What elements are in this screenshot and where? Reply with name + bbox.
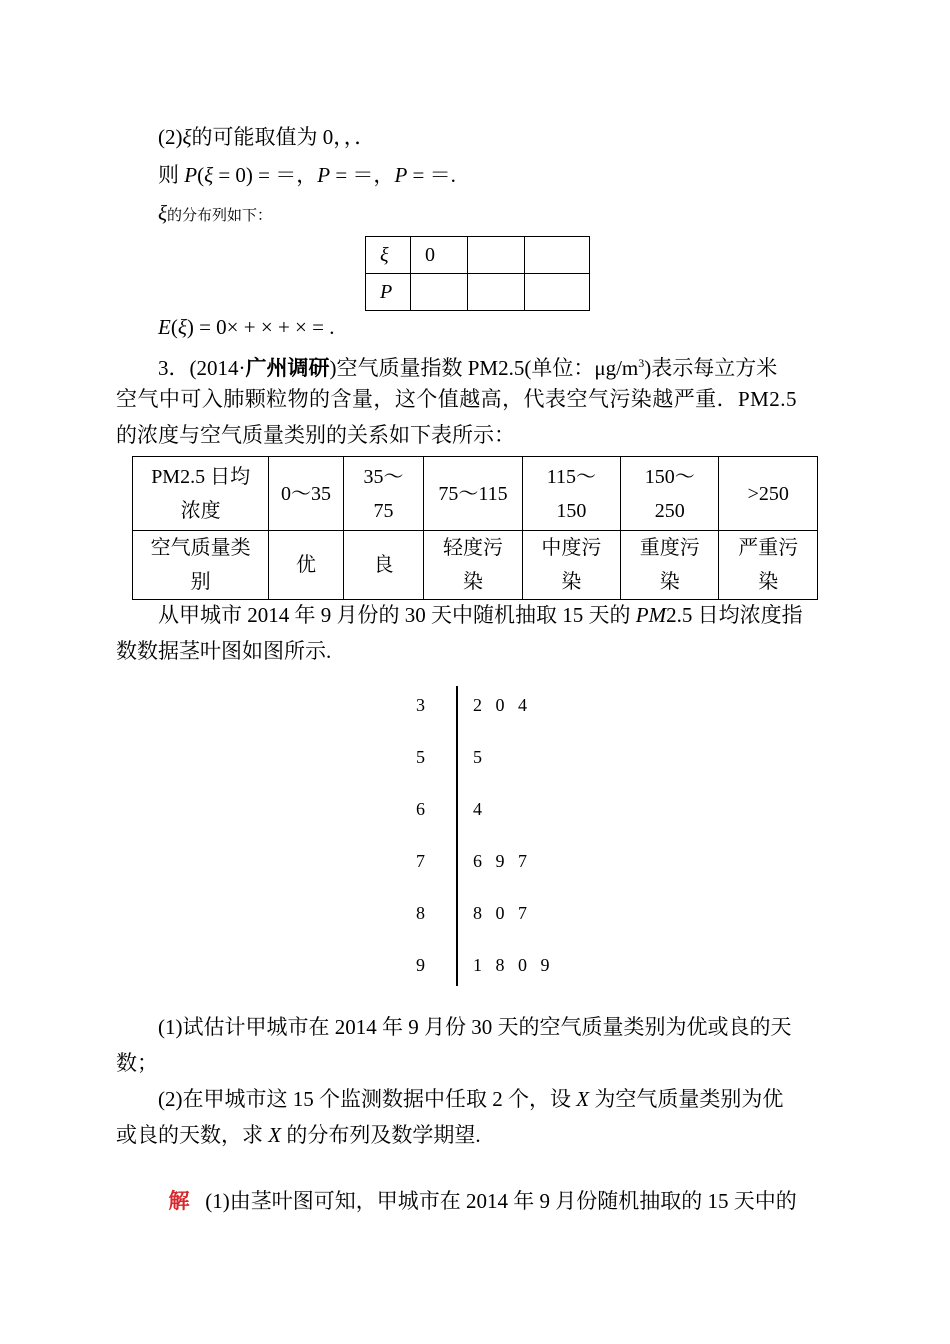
question2-line1 <box>158 1084 783 1114</box>
problem3-line3: 的浓度与空气质量类别的关系如下表所示： <box>116 423 515 447</box>
leaves: 2 0 4 <box>473 695 527 715</box>
text: 轻度污 <box>442 537 503 559</box>
table-cell: 75～115 <box>424 457 522 531</box>
p-symbol: P <box>394 163 408 187</box>
table-cell <box>133 531 269 600</box>
p-symbol: P <box>380 280 393 303</box>
table-cell <box>468 274 525 311</box>
distribution-table <box>365 236 590 311</box>
text: 的分布列如下： <box>167 208 273 224</box>
question2-line2 <box>116 1120 481 1150</box>
solution-label: 解 <box>168 1189 190 1213</box>
text: 75 <box>373 499 394 522</box>
table-cell <box>621 531 719 600</box>
problem3-line1 <box>158 348 777 383</box>
table-row <box>133 457 818 531</box>
xi-symbol: ξ <box>158 201 167 225</box>
text: 别 <box>190 571 211 593</box>
table-cell <box>719 531 818 600</box>
text: 150 <box>556 499 587 522</box>
text: 2.5 日均浓度指 <box>666 603 803 627</box>
xi-symbol: ξ <box>380 243 389 266</box>
text: 或良的天数，求 <box>116 1123 269 1147</box>
text: ( <box>197 163 205 187</box>
text: = 0) = ＝， <box>213 163 318 187</box>
question1-line2: 数； <box>116 1051 158 1075</box>
text: ( <box>170 315 178 339</box>
table-cell <box>366 237 411 274</box>
table-cell <box>621 457 719 531</box>
question1-line1: (1)试估计甲城市在 2014 年 9 月份 30 天的空气质量类别为优或良的天 <box>158 1015 792 1039</box>
solution-line <box>158 1156 797 1216</box>
problem3-line2: 空气中可入肺颗粒物的含量，这个值越高，代表空气污染越严重．PM2.5 <box>116 387 797 411</box>
stem-divider <box>456 686 458 986</box>
text: 115～ <box>546 465 596 488</box>
dist-title <box>158 198 272 231</box>
stem: 9 <box>416 955 425 975</box>
text: )空气质量指数 PM2.5(单位：μg/m <box>329 356 639 380</box>
text: 为空气质量类别为优 <box>589 1087 784 1111</box>
text: 重度污 <box>639 537 700 559</box>
text: 染 <box>561 571 582 593</box>
text: 35～ <box>363 465 404 488</box>
table-row <box>366 237 590 274</box>
xi-symbol: ξ <box>204 163 214 187</box>
text: ) = 0× + × + × = . <box>186 315 335 339</box>
stem: 7 <box>416 851 425 871</box>
text: (1)由茎叶图可知，甲城市在 2014 年 9 月份随机抽取的 15 天中的 <box>189 1189 797 1213</box>
text: 浓度 <box>180 499 221 522</box>
table-cell <box>525 237 590 274</box>
table-cell <box>525 274 590 311</box>
table-row <box>366 274 590 311</box>
p-symbol: P <box>317 163 331 187</box>
text: 的可能取值为 0，，． <box>191 125 376 149</box>
leaves: 1 8 0 9 <box>473 955 550 975</box>
table-cell: >250 <box>719 457 818 531</box>
leaves: 6 9 7 <box>473 851 527 871</box>
text: 250 <box>654 499 685 522</box>
text: 染 <box>462 571 483 593</box>
table-cell <box>133 457 269 531</box>
table-cell <box>522 531 620 600</box>
stem: 5 <box>416 747 425 767</box>
problem-number: 3．(2014· <box>158 356 246 380</box>
problem-source: 广州调研 <box>245 356 330 380</box>
stem: 8 <box>416 903 425 923</box>
xi-symbol: ξ <box>177 315 187 339</box>
x-symbol: X <box>576 1087 590 1111</box>
text: (2) <box>158 125 183 149</box>
leaves: 5 <box>473 747 482 767</box>
text: PM2.5 日均 <box>151 465 251 488</box>
table-cell <box>366 274 411 311</box>
table-cell <box>343 457 423 531</box>
e-symbol: E <box>158 315 171 339</box>
expectation-line <box>158 312 334 342</box>
leaves: 4 <box>473 799 482 819</box>
text: 严重污 <box>738 537 799 559</box>
text: = ＝. <box>407 163 456 187</box>
table-row <box>133 531 818 600</box>
table-cell <box>424 531 522 600</box>
table-cell: 0 <box>411 237 468 274</box>
p-symbol: P <box>184 163 198 187</box>
stem: 6 <box>416 799 425 819</box>
table-cell: 优 <box>269 531 344 600</box>
x-symbol: X <box>268 1123 282 1147</box>
text: 150～ <box>644 465 695 488</box>
table-cell: 良 <box>343 531 423 600</box>
text: = ＝， <box>330 163 395 187</box>
text: 的分布列及数学期望. <box>281 1123 481 1147</box>
part2-line1 <box>158 122 375 152</box>
table-cell <box>411 274 468 311</box>
leaves: 8 0 7 <box>473 903 527 923</box>
text: 染 <box>659 571 680 593</box>
problem3-line4 <box>158 600 803 630</box>
pm-symbol: PM <box>635 603 667 627</box>
table-cell <box>522 457 620 531</box>
text: 中度污 <box>541 537 602 559</box>
part2-line2 <box>158 160 456 190</box>
superscript: 3 <box>638 356 645 370</box>
xi-symbol: ξ <box>182 125 192 149</box>
text: )表示每立方米 <box>644 356 778 380</box>
text: 染 <box>758 571 779 593</box>
text: (2)在甲城市这 15 个监测数据中任取 2 个，设 <box>158 1087 577 1111</box>
stem: 3 <box>416 695 425 715</box>
air-quality-table <box>132 456 818 600</box>
text: 空气质量类 <box>150 537 251 559</box>
text: 则 <box>158 163 185 187</box>
table-cell <box>468 237 525 274</box>
problem3-line5: 数数据茎叶图如图所示. <box>116 639 332 663</box>
text: 从甲城市 2014 年 9 月份的 30 天中随机抽取 15 天的 <box>158 603 636 627</box>
table-cell: 0～35 <box>269 457 344 531</box>
